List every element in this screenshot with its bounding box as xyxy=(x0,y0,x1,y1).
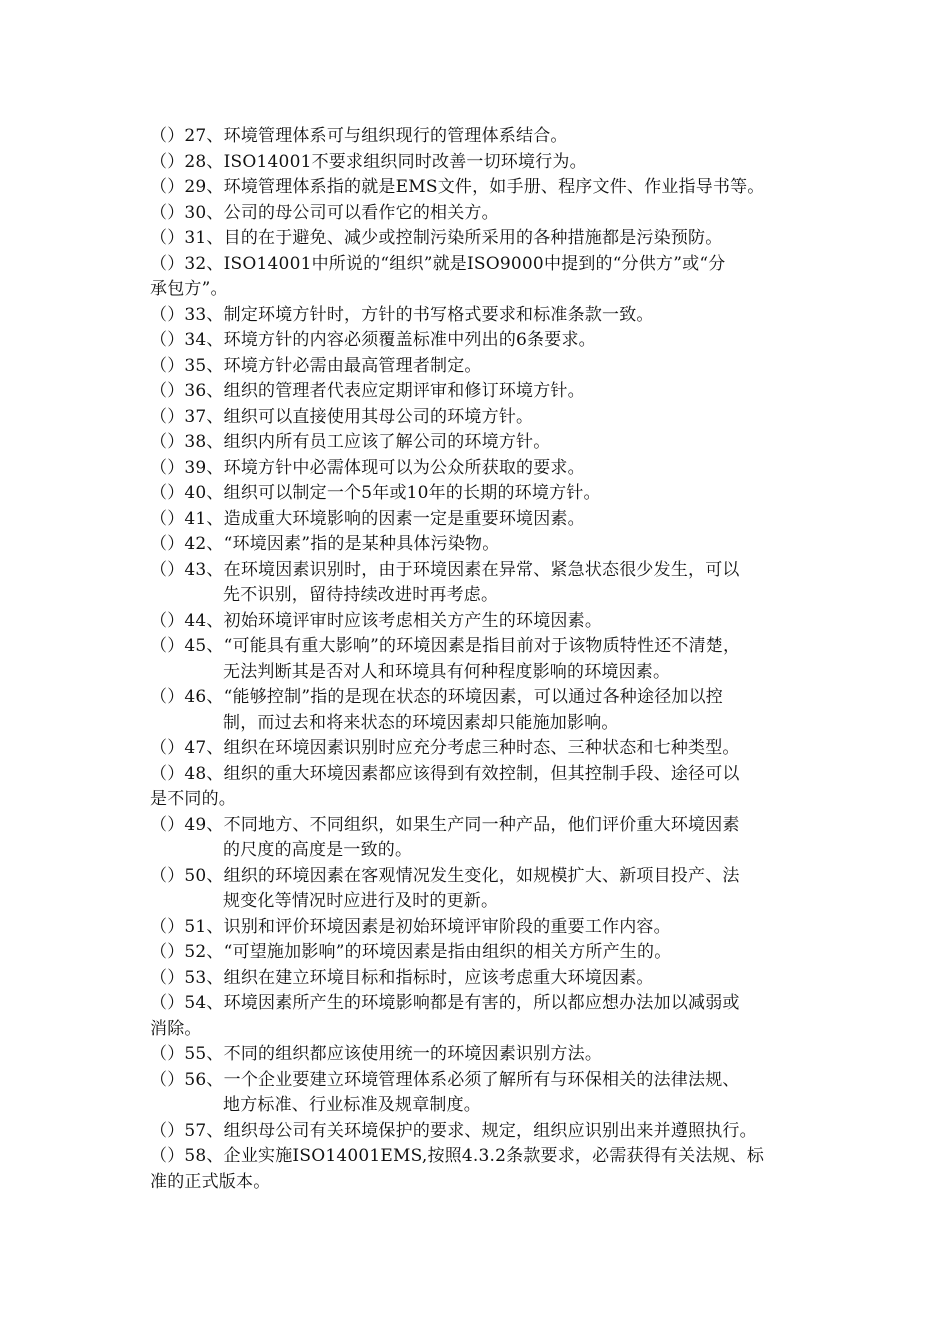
question-text: （）47、组织在环境因素识别时应充分考虑三种时态、三种状态和七种类型。 xyxy=(150,738,740,758)
question-item xyxy=(150,456,810,482)
question-text-continuation: 地方标准、行业标准及规章制度。 xyxy=(223,1095,481,1115)
question-text: （）44、初始环境评审时应该考虑相关方产生的环境因素。 xyxy=(150,610,603,631)
question-item xyxy=(150,252,810,303)
question-item xyxy=(150,379,810,405)
question-item xyxy=(150,1119,810,1145)
question-text: （）31、目的在于避免、减少或控制污染所采用的各种措施都是污染预防。 xyxy=(150,228,723,248)
question-text: （）50、组织的环境因素在客观情况发生变化，如规模扩大、新项目投产、法 xyxy=(150,865,740,886)
question-text: （）30、公司的母公司可以看作它的相关方。 xyxy=(150,202,499,223)
question-text: （）51、识别和评价环境因素是初始环境评审阶段的重要工作内容。 xyxy=(150,916,671,937)
question-text: （）49、不同地方、不同组织，如果生产同一种产品，他们评价重大环境因素 xyxy=(150,814,740,835)
question-text-continuation: 消除。 xyxy=(150,1018,202,1039)
question-text-continuation: 承包方”。 xyxy=(150,279,228,299)
question-text: （）27、环境管理体系可与组织现行的管理体系结合。 xyxy=(150,126,568,146)
question-text: （）42、“环境因素”指的是某种具体污染物。 xyxy=(150,534,500,554)
question-item xyxy=(150,940,810,966)
question-text: （）41、造成重大环境影响的因素一定是重要环境因素。 xyxy=(150,508,585,529)
question-text: （）36、组织的管理者代表应定期评审和修订环境方针。 xyxy=(150,381,585,401)
question-item xyxy=(150,507,810,533)
question-text: （）33、制定环境方针时，方针的书写格式要求和标准条款一致。 xyxy=(150,304,654,325)
question-item xyxy=(150,481,810,507)
question-item xyxy=(150,430,810,456)
question-item xyxy=(150,609,810,635)
question-text: （）40、组织可以制定一个5年或10年的长期的环境方针。 xyxy=(150,483,601,503)
question-text: （）57、组织母公司有关环境保护的要求、规定，组织应识别出来并遵照执行。 xyxy=(150,1120,757,1141)
question-text: （）55、不同的组织都应该使用统一的环境因素识别方法。 xyxy=(150,1044,603,1064)
question-text-continuation: 的尺度的高度是一致的。 xyxy=(223,840,413,860)
question-item xyxy=(150,991,810,1042)
question-text: （）28、ISO14001不要求组织同时改善一切环境行为。 xyxy=(150,151,587,172)
question-item xyxy=(150,634,810,685)
question-text-continuation: 是不同的。 xyxy=(150,789,236,809)
question-text: （）29、环境管理体系指的就是EMS文件，如手册、程序文件、作业指导书等。 xyxy=(150,177,765,197)
question-text-continuation: 规变化等情况时应进行及时的更新。 xyxy=(223,891,499,911)
question-item xyxy=(150,532,810,558)
question-text: （）35、环境方针必需由最高管理者制定。 xyxy=(150,355,482,376)
question-item xyxy=(150,864,810,915)
question-item xyxy=(150,558,810,609)
question-item xyxy=(150,303,810,329)
question-item xyxy=(150,328,810,354)
question-text: （）46、“能够控制”指的是现在状态的环境因素，可以通过各种途径加以控 xyxy=(150,687,724,707)
question-item xyxy=(150,813,810,864)
question-text-continuation: 制，而过去和将来状态的环境因素却只能施加影响。 xyxy=(223,712,619,733)
question-item xyxy=(150,226,810,252)
question-item xyxy=(150,685,810,736)
question-text-continuation: 先不识别，留待持续改进时再考虑。 xyxy=(223,585,499,605)
question-item xyxy=(150,762,810,813)
question-item xyxy=(150,1068,810,1119)
question-item xyxy=(150,201,810,227)
question-item xyxy=(150,966,810,992)
question-item xyxy=(150,175,810,201)
question-text: （）32、ISO14001中所说的“组织”就是ISO9000中提到的“分供方”或“分 xyxy=(150,253,726,274)
question-text: （）39、环境方针中必需体现可以为公众所获取的要求。 xyxy=(150,457,585,478)
question-item xyxy=(150,1144,810,1195)
question-text: （）48、组织的重大环境因素都应该得到有效控制，但其控制手段、途径可以 xyxy=(150,763,740,784)
question-text: （）56、一个企业要建立环境管理体系必须了解所有与环保相关的法律法规、 xyxy=(150,1069,740,1090)
question-text: （）54、环境因素所产生的环境影响都是有害的，所以都应想办法加以减弱或 xyxy=(150,993,740,1013)
question-text: （）45、“可能具有重大影响”的环境因素是指目前对于该物质特性还不清楚， xyxy=(150,636,741,656)
question-text: （）37、组织可以直接使用其母公司的环境方针。 xyxy=(150,406,534,427)
question-text: （）34、环境方针的内容必须覆盖标准中列出的6条要求。 xyxy=(150,330,596,350)
question-text: （）58、企业实施ISO14001EMS,按照4.3.2条款要求，必需获得有关法规、标 xyxy=(150,1146,765,1166)
question-text: （）52、“可望施加影响”的环境因素是指由组织的相关方所产生的。 xyxy=(150,942,672,962)
question-item xyxy=(150,354,810,380)
question-item xyxy=(150,405,810,431)
question-item xyxy=(150,1042,810,1068)
question-item xyxy=(150,736,810,762)
question-text-continuation: 准的正式版本。 xyxy=(150,1171,271,1192)
question-text: （）53、组织在建立环境目标和指标时，应该考虑重大环境因素。 xyxy=(150,967,654,988)
question-item xyxy=(150,150,810,176)
question-text-continuation: 无法判断其是否对人和环境具有何种程度影响的环境因素。 xyxy=(223,661,671,682)
question-text: （）38、组织内所有员工应该了解公司的环境方针。 xyxy=(150,432,551,452)
question-item xyxy=(150,124,810,150)
question-item xyxy=(150,915,810,941)
question-text: （）43、在环境因素识别时，由于环境因素在异常、紧急状态很少发生，可以 xyxy=(150,559,740,580)
